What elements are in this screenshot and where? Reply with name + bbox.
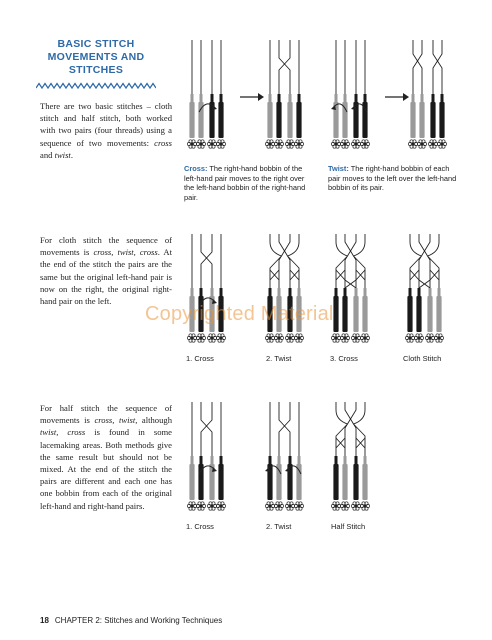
- diagram-twist-before: [328, 40, 378, 160]
- bobbin-light: [434, 288, 443, 342]
- bobbin-dark: [207, 94, 216, 148]
- bobbin-dark: [265, 456, 274, 510]
- bobbin-light: [274, 456, 283, 510]
- bobbin-dark: [428, 94, 437, 148]
- diagram-cloth-cross-3: [328, 234, 378, 350]
- bobbin-light: [207, 456, 216, 510]
- bobbin-light: [360, 456, 369, 510]
- bobbin-dark: [196, 456, 205, 510]
- bobbin-light: [187, 94, 196, 148]
- watermark: Copyrighted Material: [145, 303, 334, 325]
- cross-caption-label: Cross:: [184, 164, 208, 173]
- arrow-right-icon: [240, 92, 264, 102]
- bobbin-dark: [414, 288, 423, 342]
- bobbin-dark: [216, 94, 225, 148]
- bobbin-dark: [285, 456, 294, 510]
- page-footer: [40, 616, 222, 625]
- bobbin-light: [417, 94, 426, 148]
- diagram-cloth-cross: [184, 234, 234, 350]
- cross-caption-text: The right-hand bobbin of the left-hand pair moves to the right over the left-hand bobbin of the right-hand pair.: [184, 164, 306, 202]
- cloth-label-2: 2. Twist: [266, 354, 292, 363]
- bobbin-light: [294, 456, 303, 510]
- bobbin-dark: [294, 94, 303, 148]
- twist-caption-text: The right-hand bobbin of each pair moves to the left over the left-hand bobbin of its pair.: [328, 164, 457, 193]
- bobbin-light: [351, 288, 360, 342]
- bobbin-dark: [274, 94, 283, 148]
- half-label-3: Half Stitch: [331, 522, 366, 531]
- page-number: 18: [40, 616, 49, 625]
- twist-caption-label: Twist:: [328, 164, 349, 173]
- diagram-twist-after: [405, 40, 455, 160]
- intro-paragraph: There are two basic stitches – cloth stitch and half stitch, both worked with two pairs (four threads) using a sequence of two movements: cross and twist.: [40, 101, 172, 160]
- bobbin-dark: [331, 456, 340, 510]
- bobbin-dark: [351, 94, 360, 148]
- bobbin-dark: [340, 288, 349, 342]
- bobbin-light: [340, 94, 349, 148]
- bobbin-light: [331, 94, 340, 148]
- bobbin-dark: [351, 456, 360, 510]
- bobbin-light: [340, 456, 349, 510]
- cloth-label-1: 1. Cross: [186, 354, 214, 363]
- diagram-half-stitch: [328, 402, 378, 518]
- diagram-half-twist: [262, 402, 312, 518]
- bobbin-light: [408, 94, 417, 148]
- diagram-cloth-stitch: [402, 234, 452, 350]
- bobbin-light: [196, 94, 205, 148]
- bobbin-light: [187, 456, 196, 510]
- bobbin-dark: [405, 288, 414, 342]
- bobbin-light: [360, 288, 369, 342]
- section-title: BASIC STITCH MOVEMENTS AND STITCHES: [47, 38, 145, 76]
- cross-caption: [184, 164, 316, 202]
- title-zigzag-divider: [36, 82, 156, 90]
- half-stitch-paragraph: For half stitch the sequence of movements is cross, twist, although twist, cross is found in some lacemaking areas. Both methods give the same result but should not be mixed. At the end of the stitch the pairs are different and each one has one bobbin from each of the original left-hand and right-hand pairs.: [40, 403, 172, 511]
- bobbin-light: [265, 94, 274, 148]
- half-label-2: 2. Twist: [266, 522, 292, 531]
- bobbin-light: [425, 288, 434, 342]
- bobbin-dark: [437, 94, 446, 148]
- diagram-cloth-twist: [262, 234, 312, 350]
- twist-caption: [328, 164, 458, 193]
- cloth-stitch-paragraph: For cloth stitch the sequence of movements is cross, twist, cross. At the end of the stitch the pairs are the same but the original left-hand pair is now on the right, the original right-hand pair on the left.: [40, 235, 173, 307]
- half-label-1: 1. Cross: [186, 522, 214, 531]
- diagram-half-cross: [184, 402, 234, 518]
- bobbin-dark: [360, 94, 369, 148]
- bobbin-dark: [216, 456, 225, 510]
- diagram-cross-before: [184, 40, 234, 160]
- chapter-title: CHAPTER 2: Stitches and Working Techniques: [54, 616, 223, 625]
- bobbin-light: [285, 94, 294, 148]
- cloth-label-3: 3. Cross: [330, 354, 358, 363]
- diagram-cross-after: [262, 40, 312, 160]
- cloth-label-4: Cloth Stitch: [403, 354, 442, 363]
